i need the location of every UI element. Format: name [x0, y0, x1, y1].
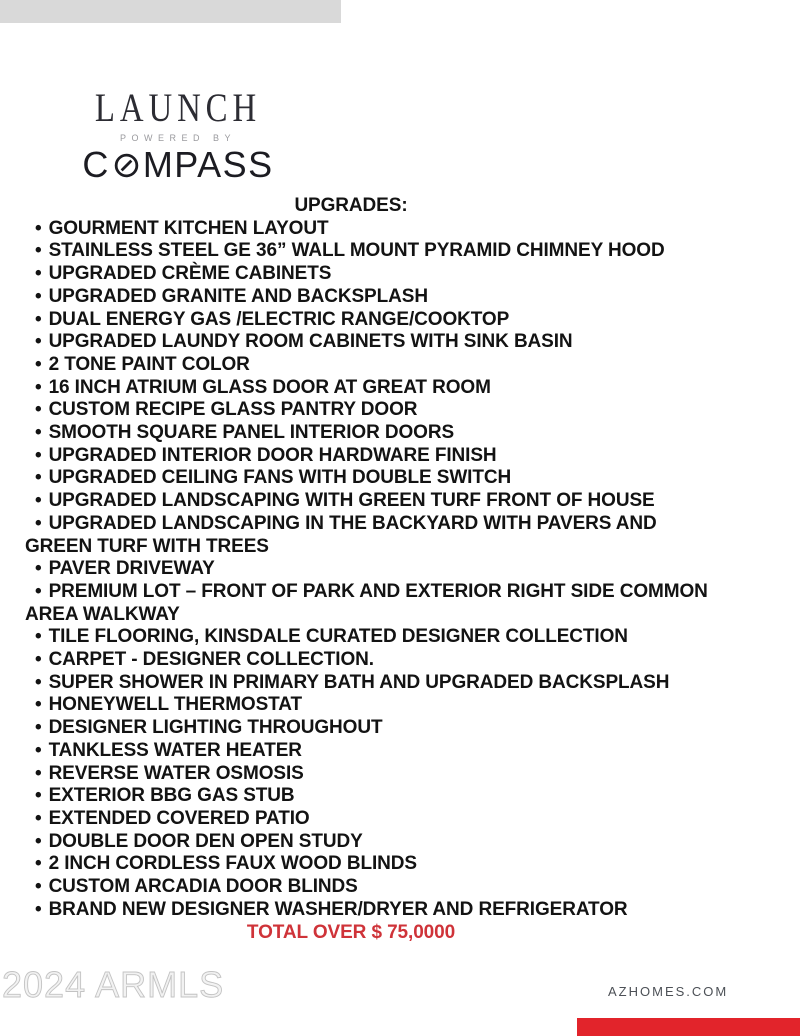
bullet-marker: • — [35, 558, 42, 580]
upgrade-list-item — [25, 672, 725, 695]
upgrade-list-item — [25, 785, 725, 808]
upgrade-item-text: DUAL ENERGY GAS /ELECTRIC RANGE/COOKTOP — [48, 308, 510, 330]
upgrade-item-text: REVERSE WATER OSMOSIS — [48, 762, 304, 784]
upgrade-item-text: TILE FLOORING, KINSDALE CURATED DESIGNER COLLECTION — [48, 626, 628, 648]
upgrade-list-item — [25, 740, 725, 763]
bullet-marker: • — [35, 353, 42, 375]
upgrade-list-item — [25, 717, 725, 740]
upgrade-list-item — [25, 694, 725, 717]
upgrade-list-item — [25, 331, 725, 354]
upgrade-list-item — [25, 763, 725, 786]
upgrade-item-text: 2 INCH CORDLESS FAUX WOOD BLINDS — [48, 853, 417, 875]
upgrade-item-text: PREMIUM LOT – FRONT OF PARK AND EXTERIOR RIGHT SIDE COMMON AREA WALKWAY — [25, 580, 708, 625]
upgrade-item-text: HONEYWELL THERMOSTAT — [48, 694, 302, 716]
powered-by-label: POWERED BY — [119, 133, 236, 143]
compass-wordmark — [48, 144, 308, 185]
upgrade-item-text: GOURMENT KITCHEN LAYOUT — [48, 217, 329, 239]
upgrade-item-text: UPGRADED CEILING FANS WITH DOUBLE SWITCH — [48, 467, 512, 489]
bullet-marker: • — [35, 285, 42, 307]
bullet-marker: • — [35, 467, 42, 489]
bullet-marker: • — [35, 422, 42, 444]
bullet-marker: • — [35, 263, 42, 285]
upgrade-list-item — [25, 808, 725, 831]
upgrade-list-item — [25, 490, 725, 513]
upgrade-item-text: UPGRADED LANDSCAPING IN THE BACKYARD WITH PAVERS AND GREEN TURF WITH TREES — [25, 512, 657, 557]
upgrade-list-item — [25, 399, 725, 422]
bullet-marker: • — [35, 512, 42, 534]
upgrade-list-item — [25, 581, 725, 626]
upgrade-item-text: CARPET - DESIGNER COLLECTION. — [48, 649, 374, 671]
upgrade-item-text: STAINLESS STEEL GE 36” WALL MOUNT PYRAMID CHIMNEY HOOD — [48, 240, 665, 262]
upgrade-item-text: EXTERIOR BBG GAS STUB — [48, 785, 295, 807]
upgrade-item-text: 16 INCH ATRIUM GLASS DOOR AT GREAT ROOM — [48, 376, 491, 398]
upgrade-list-item — [25, 831, 725, 854]
upgrade-list-item — [25, 445, 725, 468]
bullet-marker: • — [35, 717, 42, 739]
top-scan-artifact-bar — [0, 0, 341, 23]
compass-circle-slash-icon — [113, 152, 140, 179]
bullet-marker: • — [35, 785, 42, 807]
upgrade-item-text: PAVER DRIVEWAY — [48, 558, 215, 580]
upgrade-item-text: SMOOTH SQUARE PANEL INTERIOR DOORS — [48, 422, 455, 444]
compass-letter-c: C — [82, 144, 110, 185]
upgrade-item-text: UPGRADED CRÈME CABINETS — [48, 263, 332, 285]
website-text: AZHOMES.COM — [608, 984, 729, 999]
upgrade-list-item — [25, 876, 725, 899]
launch-compass-logo — [48, 85, 308, 185]
upgrade-list-item — [25, 354, 725, 377]
upgrade-item-text: TANKLESS WATER HEATER — [48, 739, 302, 761]
bullet-marker: • — [35, 649, 42, 671]
upgrade-item-text: EXTENDED COVERED PATIO — [48, 807, 310, 829]
bullet-marker: • — [35, 671, 42, 693]
upgrade-item-text: CUSTOM RECIPE GLASS PANTRY DOOR — [48, 399, 418, 421]
upgrade-list-item — [25, 218, 725, 241]
upgrade-list-item — [25, 649, 725, 672]
upgrade-item-text: UPGRADED GRANITE AND BACKSPLASH — [48, 285, 428, 307]
upgrade-list-item — [25, 626, 725, 649]
upgrade-list-item — [25, 467, 725, 490]
upgrade-item-text: UPGRADED LANDSCAPING WITH GREEN TURF FRONT OF HOUSE — [48, 490, 655, 512]
bullet-marker: • — [35, 876, 42, 898]
compass-letters-mpass: MPASS — [142, 144, 274, 185]
armls-watermark: 2024 ARMLS — [2, 964, 225, 1005]
bullet-marker: • — [35, 762, 42, 784]
upgrade-item-text: UPGRADED LAUNDY ROOM CABINETS WITH SINK BASIN — [48, 331, 573, 353]
upgrades-heading: UPGRADES: — [294, 195, 408, 216]
bullet-marker: • — [35, 580, 42, 602]
upgrade-item-text: UPGRADED INTERIOR DOOR HARDWARE FINISH — [48, 444, 497, 466]
bullet-marker: • — [35, 626, 42, 648]
bullet-marker: • — [35, 308, 42, 330]
upgrade-list-item — [25, 513, 725, 558]
upgrade-item-text: 2 TONE PAINT COLOR — [48, 353, 250, 375]
upgrade-list-item — [25, 422, 725, 445]
upgrade-list-item — [25, 899, 725, 922]
upgrade-list-item — [25, 263, 725, 286]
bullet-marker: • — [35, 807, 42, 829]
upgrade-list-item — [25, 558, 725, 581]
upgrade-list-item — [25, 377, 725, 400]
upgrade-item-text: CUSTOM ARCADIA DOOR BLINDS — [48, 876, 358, 898]
bullet-marker: • — [35, 240, 42, 262]
bullet-marker: • — [35, 830, 42, 852]
upgrade-item-text: BRAND NEW DESIGNER WASHER/DRYER AND REFRIGERATOR — [48, 898, 628, 920]
bullet-marker: • — [35, 898, 42, 920]
bullet-marker: • — [35, 694, 42, 716]
upgrades-list — [25, 218, 725, 922]
bullet-marker: • — [35, 399, 42, 421]
bullet-marker: • — [35, 739, 42, 761]
upgrade-list-item — [25, 309, 725, 332]
launch-wordmark: LAUNCH — [94, 85, 262, 130]
bullet-marker: • — [35, 853, 42, 875]
bullet-marker: • — [35, 490, 42, 512]
bullet-marker: • — [35, 376, 42, 398]
bullet-marker: • — [35, 444, 42, 466]
upgrade-item-text: SUPER SHOWER IN PRIMARY BATH AND UPGRADED BACKSPLASH — [48, 671, 670, 693]
bullet-marker: • — [35, 217, 42, 239]
total-line: TOTAL OVER $ 75,0000 — [246, 921, 456, 943]
upgrade-item-text: DOUBLE DOOR DEN OPEN STUDY — [48, 830, 363, 852]
bottom-red-bar — [577, 1018, 800, 1036]
bullet-marker: • — [35, 331, 42, 353]
upgrade-list-item — [25, 240, 725, 263]
upgrade-list-item — [25, 853, 725, 876]
upgrade-list-item — [25, 286, 725, 309]
upgrade-item-text: DESIGNER LIGHTING THROUGHOUT — [48, 717, 383, 739]
upgrades-section — [25, 195, 725, 944]
